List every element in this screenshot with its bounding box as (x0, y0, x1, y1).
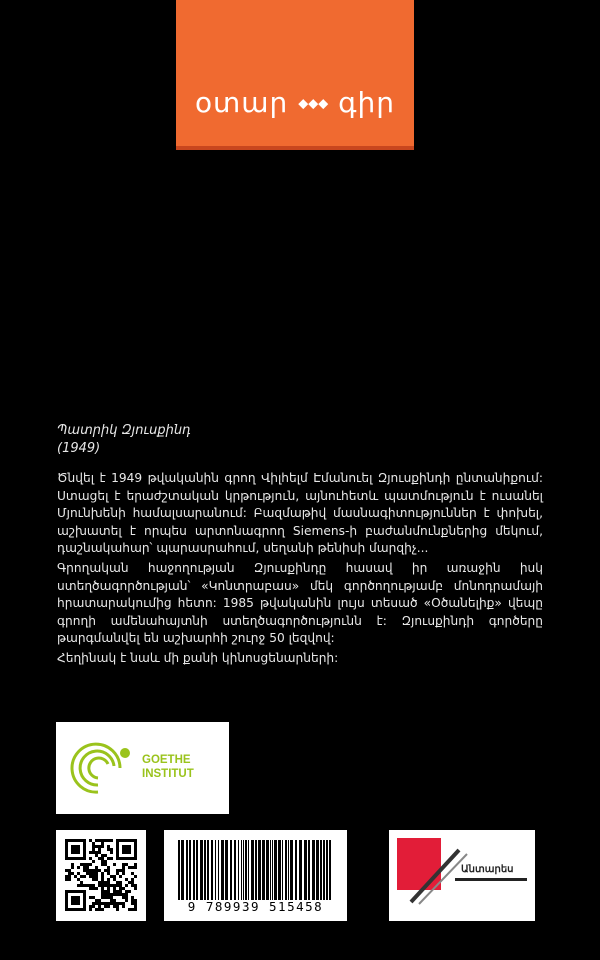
series-logo-separator: ◆◆◆ (298, 96, 329, 112)
series-logo (176, 86, 414, 119)
goethe-institut-logo-box (56, 722, 229, 814)
goethe-institut-wordmark (142, 753, 194, 781)
series-logo-right: գիր (338, 86, 396, 119)
author-years: (1949) (57, 441, 101, 456)
publisher-logo-icon (389, 830, 535, 921)
qr-code-icon (56, 830, 146, 921)
goethe-line-1: GOETHE (142, 754, 191, 766)
author-name: Պատրիկ Զյուսքինդ (57, 423, 191, 438)
bio-paragraph: Հեղինակ է նաև մի քանի կինոսցենարների: (57, 651, 339, 665)
goethe-spiral-icon (56, 722, 136, 814)
bio-paragraph: Գրողական հաջողության Զյուսքինդը հասավ իր առաջին իսկ ստեղծագործության՝ «Կոնտրաբաս» մեկ գործողությամբ մոնոդրամայի հրատարակումից հետո: 1985 թվականին լույս տեսած «Օծանելիք» վեպը գրողի ամենահայտնի ստեղծագործությունն է: Զյուսքինդի գործերը թարգմանվել են աշխարհի շուրջ 50 լեզվով: (57, 561, 543, 645)
isbn-barcode (164, 830, 347, 921)
publisher-logo-box (389, 830, 535, 921)
qr-code (56, 830, 146, 921)
isbn-number: 9 789939 515458 (187, 899, 324, 914)
series-logo-left: օտար (194, 86, 289, 119)
goethe-line-2: INSTITUT (142, 768, 194, 780)
publisher-name: Անտարես (461, 864, 514, 875)
bio-paragraph: Ծնվել է 1949 թվականին գրող Վիլհելմ Էմանուել Զյուսքինդի ընտանիքում: Ստացել է երաժշտական կրթություն, այնուհետև պատմություն է ուսանել Մյունխենի համալսարանում: Բազմաթիվ մասնագիտություններ է փոխել, աշխատել է որպես արտոնագրող Siemens-ի բաժանմունքներից մեկում, դաշնակահար՝ պարասրահում, սեղանի թենիսի մարզիչ... (57, 471, 543, 555)
series-logo-banner (176, 0, 414, 150)
